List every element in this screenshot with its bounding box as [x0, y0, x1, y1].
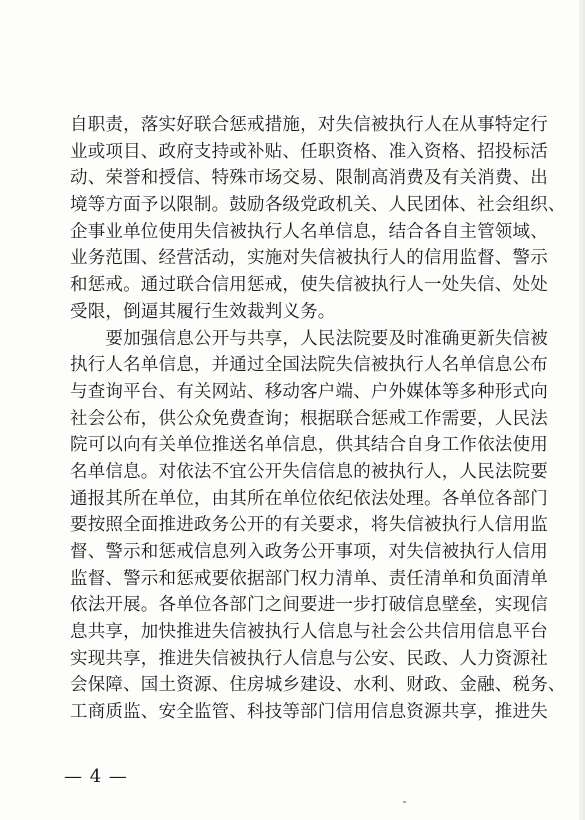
text-line: 社会公布，供公众免费查询；根据联合惩戒工作需要，人民法 [70, 408, 548, 429]
scan-speck [403, 801, 406, 803]
text-line: 实现共享，推进失信被执行人信息与公安、民政、人力资源社 [70, 648, 548, 669]
page-number: — 4 — [64, 766, 128, 787]
text-line: 名单信息。对依法不宜公开失信信息的被执行人，人民法院要 [70, 461, 548, 482]
text-line: 督、警示和惩戒信息列入政务公开事项，对失信被执行人信用 [70, 542, 548, 562]
text-line: 境等方面予以限制。鼓励各级党政机关、人民团体、社会组织、 [70, 195, 566, 216]
text-line: 自职责，落实好联合惩戒措施，对失信被执行人在从事特定行 [70, 115, 548, 135]
text-line: 企事业单位使用失信被执行人名单信息，结合各自主管领域、 [70, 221, 548, 242]
text-line: 要加强信息公开与共享，人民法院要及时准确更新失信被 [70, 328, 548, 349]
text-line: 和惩戒。通过联合信用惩戒，使失信被执行人一处失信、处处 [70, 275, 548, 296]
text-line: 执行人名单信息，并通过全国法院失信被执行人名单信息公布 [70, 355, 548, 376]
body-text [70, 112, 566, 726]
text-line: 监督、警示和惩戒要依据部门权力清单、责任清单和负面清单 [70, 568, 548, 589]
text-line: 依法开展。各单位各部门之间要进一步打破信息壁垒，实现信 [70, 595, 548, 616]
text-line: 息共享，加快推进失信被执行人信息与社会公共信用信息平台 [70, 622, 548, 643]
text-line: 通报其所在单位，由其所在单位依纪依法处理。各单位各部门 [70, 488, 548, 509]
text-line: 会保障、国土资源、住房城乡建设、水利、财政、金融、税务、 [70, 675, 566, 696]
text-line: 院可以向有关单位推送名单信息，供其结合自身工作依法使用 [70, 435, 548, 456]
text-line: 与查询平台、有关网站、移动客户端、户外媒体等多种形式向 [70, 381, 548, 402]
text-line: 动、荣誉和授信、特殊市场交易、限制高消费及有关消费、出 [70, 168, 548, 189]
text-line: 受限，倒逼其履行生效裁判义务。 [70, 301, 336, 322]
text-line: 业或项目、政府支持或补贴、任职资格、准入资格、招投标活 [70, 141, 548, 162]
text-line: 业务范围、经营活动，实施对失信被执行人的信用监督、警示 [70, 248, 548, 269]
text-line: 要按照全面推进政务公开的有关要求，将失信被执行人信用监 [70, 515, 548, 536]
page-edge-shadow [579, 0, 585, 820]
text-line: 工商质监、安全监管、科技等部门信用信息资源共享，推进失 [70, 702, 548, 723]
